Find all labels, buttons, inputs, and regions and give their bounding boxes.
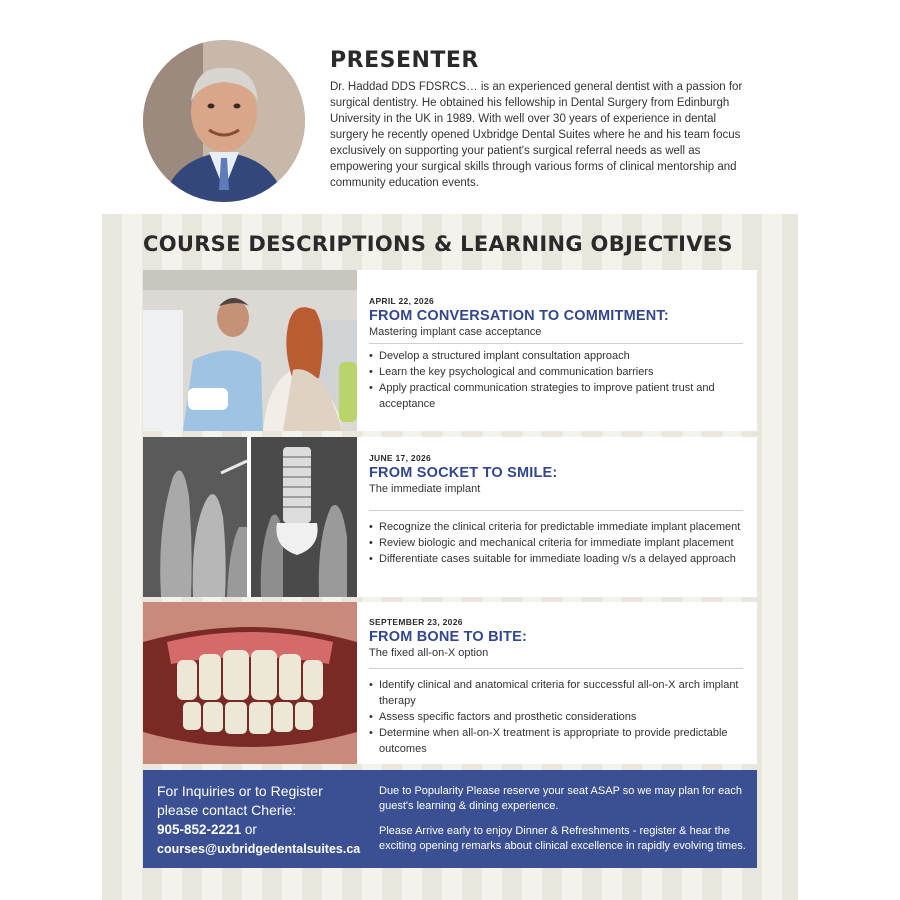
course-title: FROM CONVERSATION TO COMMITMENT: (369, 308, 669, 324)
presenter-photo (143, 40, 305, 202)
course-date: JUNE 17, 2026 (369, 453, 432, 463)
course-subtitle: The immediate implant (369, 483, 743, 511)
objective-item: • Assess specific factors and prosthetic considerations (369, 709, 743, 725)
contact-footer (143, 770, 757, 868)
objective-item: • Recognize the clinical criteria for predictable immediate implant placement (369, 519, 743, 535)
xray-images (143, 437, 357, 597)
inquiry-line-1: For Inquiries or to Register (157, 783, 323, 799)
course-subtitle: The fixed all-on-X option (369, 647, 743, 669)
objective-item: • Learn the key psychological and communication barriers (369, 364, 743, 380)
objectives-list (369, 348, 743, 412)
objective-item: • Review biologic and mechanical criteria for immediate implant placement (369, 535, 743, 551)
phone-link[interactable]: 905-852-2221 (157, 822, 242, 837)
presenter-section (330, 48, 750, 191)
objectives-list (369, 677, 743, 757)
objective-item: • Differentiate cases suitable for immediate loading v/s a delayed approach (369, 551, 743, 567)
course-card-3 (143, 602, 757, 764)
objectives-list (369, 519, 743, 567)
course-subtitle: Mastering implant case acceptance (369, 326, 743, 344)
consultation-photo (143, 270, 357, 431)
course-date: SEPTEMBER 23, 2026 (369, 617, 463, 627)
presenter-bio: Dr. Haddad DDS FDSRCS… is an experienced general dentist with a passion for surgical dentistry. He obtained his fellowship in Dental Surgery from Edinburgh University in the UK in 1989. With well over 30 years of experience in dental surgery he recently opened Uxbridge Dental Suites where he and his team focus exclusively on supporting your patient's surgical referral needs as well as empowering your surgical skills through various forms of clinical mentorship and community education events. (330, 81, 743, 189)
objective-item: • Identify clinical and anatomical criteria for successful all-on-X arch implant therapy (369, 677, 743, 709)
course-date: APRIL 22, 2026 (369, 296, 434, 306)
course-card-2 (143, 437, 757, 597)
course-card-1 (143, 270, 757, 431)
course-title: FROM BONE TO BITE: (369, 629, 527, 645)
arrival-note: Please Arrive early to enjoy Dinner & Refreshments - register & hear the exciting opening remarks about clinical excellence in rapidly evolving times. (379, 825, 746, 852)
objective-item: • Apply practical communication strategies to improve patient trust and acceptance (369, 380, 743, 412)
email-link[interactable]: courses@uxbridgedentalsuites.ca (157, 842, 361, 856)
or-text: or (241, 822, 257, 837)
section-title: COURSE DESCRIPTIONS & LEARNING OBJECTIVES (143, 232, 733, 256)
presenter-heading: PRESENTER (330, 48, 479, 73)
objective-item: • Develop a structured implant consultation approach (369, 348, 743, 364)
course-title: FROM SOCKET TO SMILE: (369, 465, 558, 481)
objective-item: • Determine when all-on-X treatment is appropriate to provide predictable outcomes (369, 725, 743, 757)
reservation-note: Due to Popularity Please reserve your seat ASAP so we may plan for each guest's learning & dining experience. (379, 785, 742, 812)
inquiry-line-2: please contact Cherie: (157, 802, 297, 818)
teeth-photo (143, 602, 357, 764)
